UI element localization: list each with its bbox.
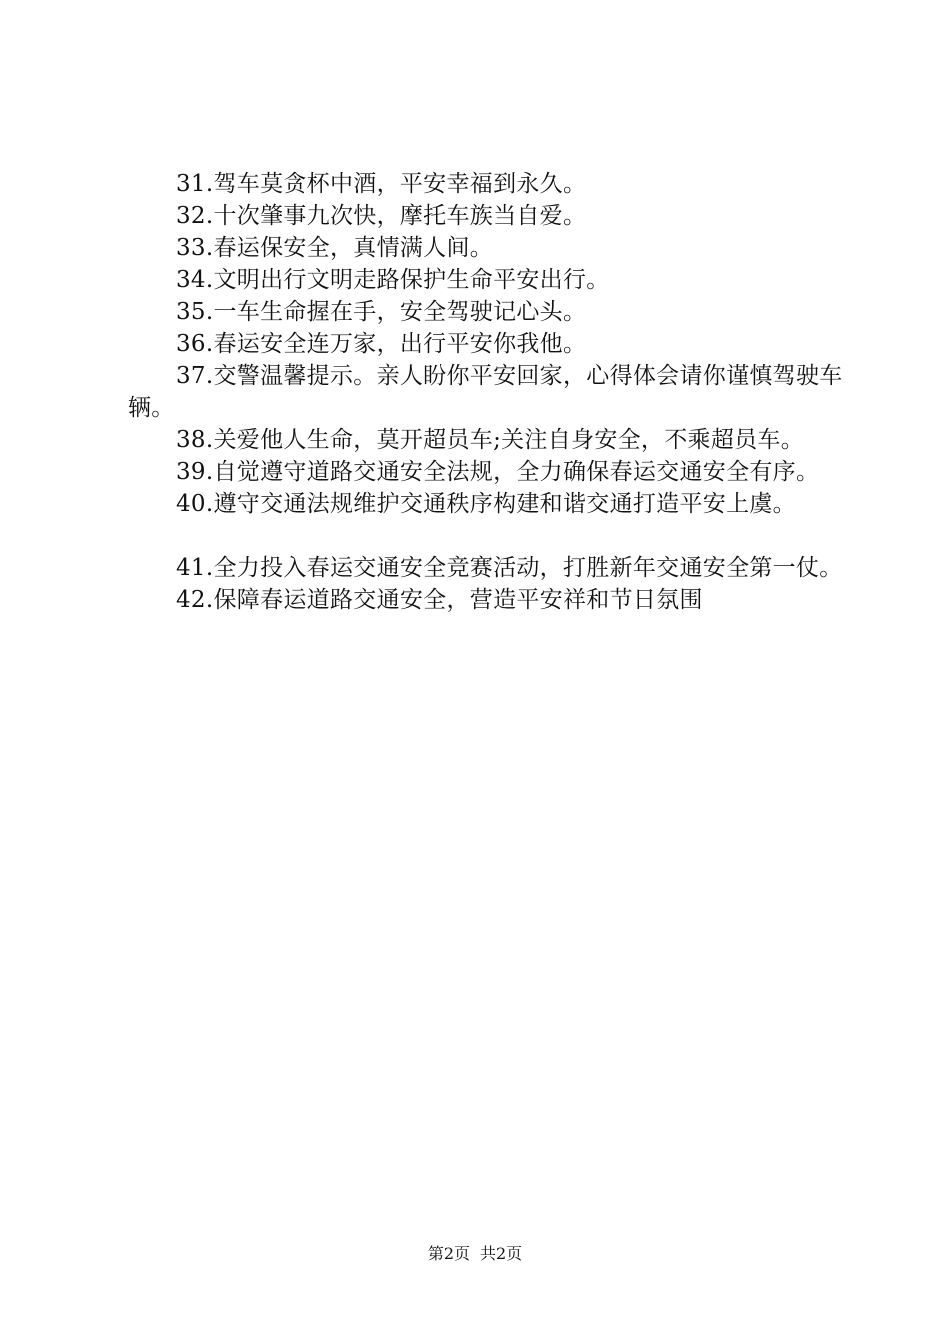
slogan-item: 40.遵守交通法规维护交通秩序构建和谐交通打造平安上虞。 bbox=[176, 491, 796, 517]
slogan-item: 36.春运安全连万家，出行平安你我他。 bbox=[176, 331, 587, 357]
slogan-item: 41.全力投入春运交通安全竞赛活动，打胜新年交通安全第一仗。 bbox=[176, 555, 843, 581]
page-number: 第2页 bbox=[427, 1244, 470, 1263]
slogan-item: 34.文明出行文明走路保护生命平安出行。 bbox=[176, 267, 610, 293]
slogan-item: 38.关爱他人生命，莫开超员车;关注自身安全，不乘超员车。 bbox=[176, 427, 805, 453]
page-footer bbox=[0, 1244, 950, 1264]
slogan-item: 39.自觉遵守道路交通安全法规，全力确保春运交通安全有序。 bbox=[176, 459, 820, 485]
slogan-list bbox=[128, 168, 843, 616]
total-pages: 共2页 bbox=[480, 1244, 523, 1263]
slogan-item: 33.春运保安全，真情满人间。 bbox=[176, 235, 494, 261]
slogan-item: 42.保障春运道路交通安全，营造平安祥和节日氛围 bbox=[176, 587, 703, 613]
slogan-item: 35.一车生命握在手，安全驾驶记心头。 bbox=[176, 299, 587, 325]
slogan-item: 37.交警温馨提示。亲人盼你平安回家，心得体会请你谨慎驾驶车辆。 bbox=[128, 363, 843, 421]
slogan-item: 31.驾车莫贪杯中酒，平安幸福到永久。 bbox=[176, 171, 587, 197]
slogan-item: 32.十次肇事九次快，摩托车族当自爱。 bbox=[176, 203, 587, 229]
